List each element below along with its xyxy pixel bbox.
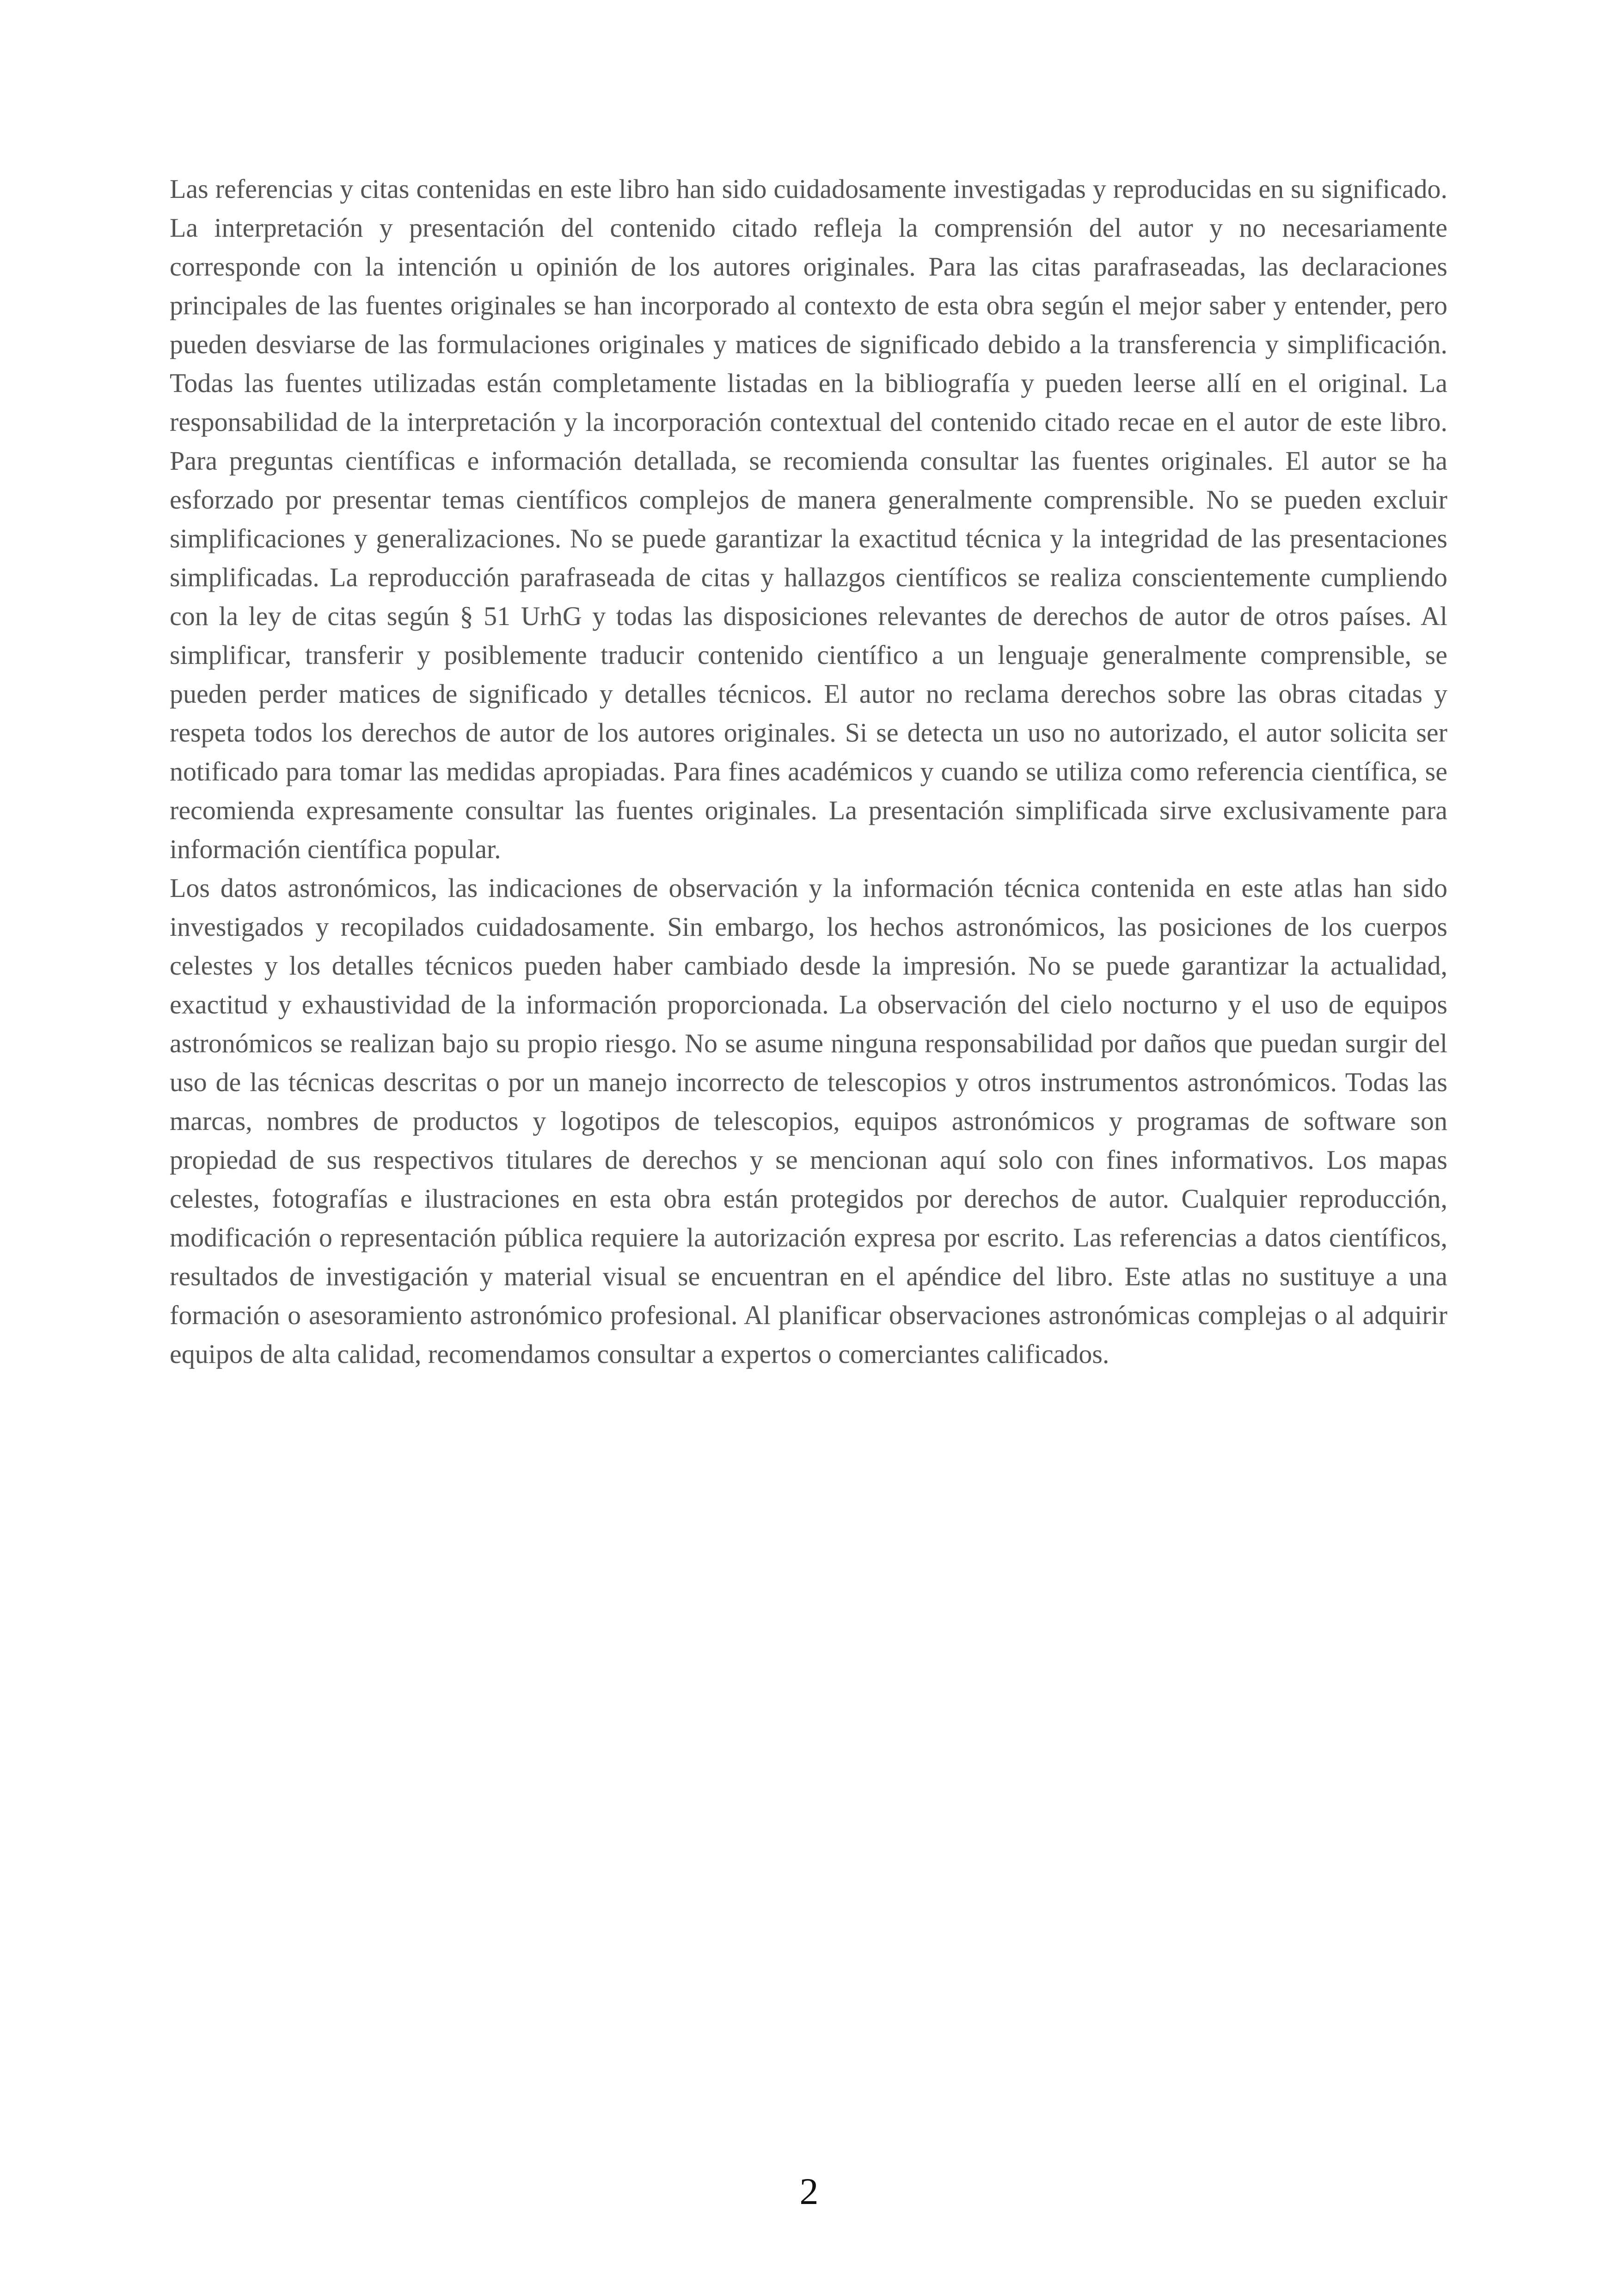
body-text-block: [170, 170, 1447, 1374]
page-number: 2: [799, 2170, 819, 2212]
paragraph-astronomy-disclaimer: Los datos astronómicos, las indicaciones de observación y la información técnica contenida en este atlas han sido investigados y recopilados cuidadosamente. Sin embargo, los hechos astronómicos, las posiciones de los cuerpos celestes y los detalles técnicos pueden haber cambiado desde la impresión. No se puede garantizar la actualidad, exactitud y exhaustividad de la información proporcionada. La observación del cielo nocturno y el uso de equipos astronómicos se realizan bajo su propio riesgo. No se asume ninguna responsabilidad por daños que puedan surgir del uso de las técnicas descritas o por un manejo incorrecto de telescopios y otros instrumentos astronómicos. Todas las marcas, nombres de productos y logotipos de telescopios, equipos astronómicos y programas de software son propiedad de sus respectivos titulares de derechos y se mencionan aquí solo con fines informativos. Los mapas celestes, fotografías e ilustraciones en esta obra están protegidos por derechos de autor. Cualquier reproducción, modificación o representación pública requiere la autorización expresa por escrito. Las referencias a datos científicos, resultados de investigación y material visual se encuentran en el apéndice del libro. Este atlas no sustituye a una formación o asesoramiento astronómico profesional. Al planificar observaciones astronómicas complejas o al adquirir equipos de alta calidad, recomendamos consultar a expertos o comerciantes calificados.: [170, 873, 1447, 1369]
paragraph-citation-notice: Las referencias y citas contenidas en este libro han sido cuidadosamente investigadas y reproducidas en su significado. La interpretación y presentación del contenido citado refleja la comprensión del autor y no necesariamente corresponde con la intención u opinión de los autores originales. Para las citas parafraseadas, las declaraciones principales de las fuentes originales se han incorporado al contexto de esta obra según el mejor saber y entender, pero pueden desviarse de las formulaciones originales y matices de significado debido a la transferencia y simplificación. Todas las fuentes utilizadas están completamente listadas en la bibliografía y pueden leerse allí en el original. La responsabilidad de la interpretación y la incorporación contextual del contenido citado recae en el autor de este libro. Para preguntas científicas e información detallada, se recomienda consultar las fuentes originales. El autor se ha esforzado por presentar temas científicos complejos de manera generalmente comprensible. No se pueden excluir simplificaciones y generalizaciones. No se puede garantizar la exactitud técnica y la integridad de las presentaciones simplificadas. La reproducción parafraseada de citas y hallazgos científicos se realiza conscientemente cumpliendo con la ley de citas según § 51 UrhG y todas las disposiciones relevantes de derechos de autor de otros países. Al simplificar, transferir y posiblemente traducir contenido científico a un lenguaje generalmente comprensible, se pueden perder matices de significado y detalles técnicos. El autor no reclama derechos sobre las obras citadas y respeta todos los derechos de autor de los autores originales. Si se detecta un uso no autorizado, el autor solicita ser notificado para tomar las medidas apropiadas. Para fines académicos y cuando se utiliza como referencia científica, se recomienda expresamente consultar las fuentes originales. La presentación simplificada sirve exclusivamente para información científica popular.: [170, 174, 1447, 864]
